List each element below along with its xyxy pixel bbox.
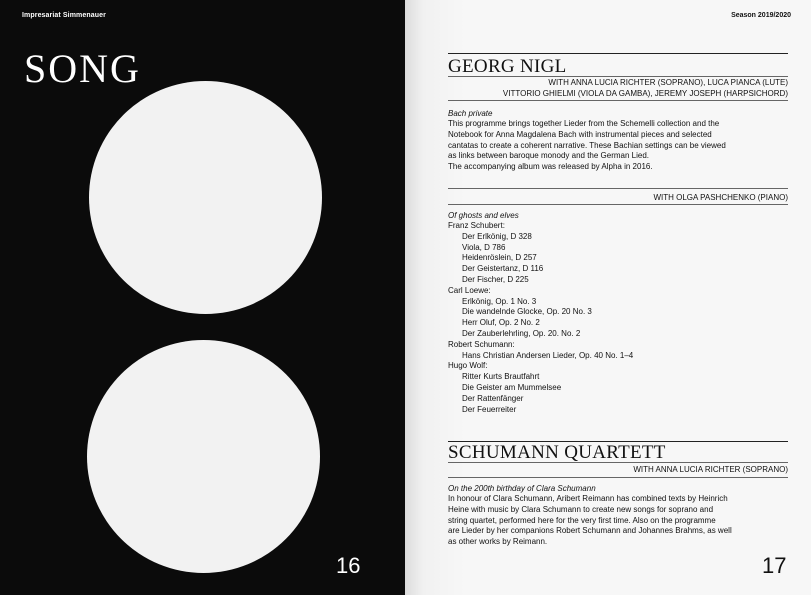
programme-title: On the 200th birthday of Clara Schumann <box>448 484 596 493</box>
work-title: Hans Christian Andersen Lieder, Op. 40 No. 1–4 <box>462 350 634 360</box>
page-number-right: 17 <box>762 553 787 578</box>
work-title: Der Feuerreiter <box>462 404 517 414</box>
performers-line: WITH ANNA LUCIA RICHTER (SOPRANO), LUCA PIANCA (LUTE) <box>548 78 788 87</box>
page-number-left: 16 <box>336 553 361 578</box>
work-title: Die Geister am Mummelsee <box>462 382 562 392</box>
section-rule <box>448 53 788 54</box>
repertoire-list <box>448 221 633 415</box>
performers-line: VITTORIO GHIELMI (VIOLA DA GAMBA), JEREMY JOSEPH (HARPSICHORD) <box>502 89 788 98</box>
section-rule <box>448 188 788 189</box>
season-label: Season 2019/2020 <box>731 12 791 19</box>
work-title: Ritter Kurts Brautfahrt <box>462 372 540 382</box>
work-title: Heidenröslein, D 257 <box>462 253 537 263</box>
artist-name: SCHUMANN QUARTETT <box>448 442 666 463</box>
performers-line: WITH OLGA PASHCHENKO (PIANO) <box>653 193 788 202</box>
section-rule <box>448 477 788 478</box>
composer-name: Carl Loewe: <box>448 285 491 295</box>
section-rule <box>448 76 788 77</box>
work-title: Herr Oluf, Op. 2 No. 2 <box>462 318 540 328</box>
work-title: Der Fischer, D 225 <box>462 274 529 284</box>
work-title: Die wandelnde Glocke, Op. 20 No. 3 <box>462 307 592 317</box>
composer-name: Hugo Wolf: <box>448 361 488 371</box>
programme-title: Of ghosts and elves <box>448 211 519 220</box>
programme-title: Bach private <box>448 109 493 118</box>
description-line: string quartet, performed here for the very first time. Also on the programme <box>448 515 716 525</box>
performers-line: WITH ANNA LUCIA RICHTER (SOPRANO) <box>633 465 788 474</box>
programme-description <box>448 119 758 173</box>
description-line: This programme brings together Lieder from the Schemelli collection and the <box>448 119 720 128</box>
description-line: are Lieder by her companions Robert Schumann and Johannes Brahms, as well <box>448 526 732 536</box>
decorative-circle-bottom <box>87 340 320 573</box>
left-page <box>0 0 405 595</box>
description-line: Notebook for Anna Magdalena Bach with instrumental pieces and selected <box>448 129 712 139</box>
description-line: as links between baroque monody and the German Lied. <box>448 151 650 161</box>
section-rule <box>448 204 788 205</box>
work-title: Viola, D 786 <box>462 242 506 252</box>
right-page <box>405 0 811 595</box>
programme-description <box>448 494 758 548</box>
work-title: Erlkönig, Op. 1 No. 3 <box>462 296 537 306</box>
work-title: Der Erlkönig, D 328 <box>462 231 532 241</box>
composer-name: Franz Schubert: <box>448 221 505 230</box>
artist-name: GEORG NIGL <box>448 56 567 77</box>
section-title: SONG <box>24 46 141 91</box>
description-line: Heine with music by Clara Schumann to create new songs for soprano and <box>448 504 714 514</box>
description-line: In honour of Clara Schumann, Aribert Reimann has combined texts by Heinrich <box>448 494 728 503</box>
work-title: Der Geistertanz, D 116 <box>462 264 544 274</box>
work-title: Der Zauberlehrling, Op. 20. No. 2 <box>462 328 581 338</box>
work-title: Der Rattenfänger <box>462 393 524 403</box>
decorative-circle-top <box>89 81 322 314</box>
section-rule <box>448 100 788 101</box>
description-line: as other works by Reimann. <box>448 537 548 547</box>
description-line: cantatas to create a coherent narrative. These Bachian settings can be viewed <box>448 140 726 150</box>
section-rule <box>448 462 788 463</box>
publisher-name: Impresariat Simmenauer <box>22 12 106 19</box>
composer-name: Robert Schumann: <box>448 339 515 349</box>
description-line: The accompanying album was released by Alpha in 2016. <box>448 162 653 172</box>
